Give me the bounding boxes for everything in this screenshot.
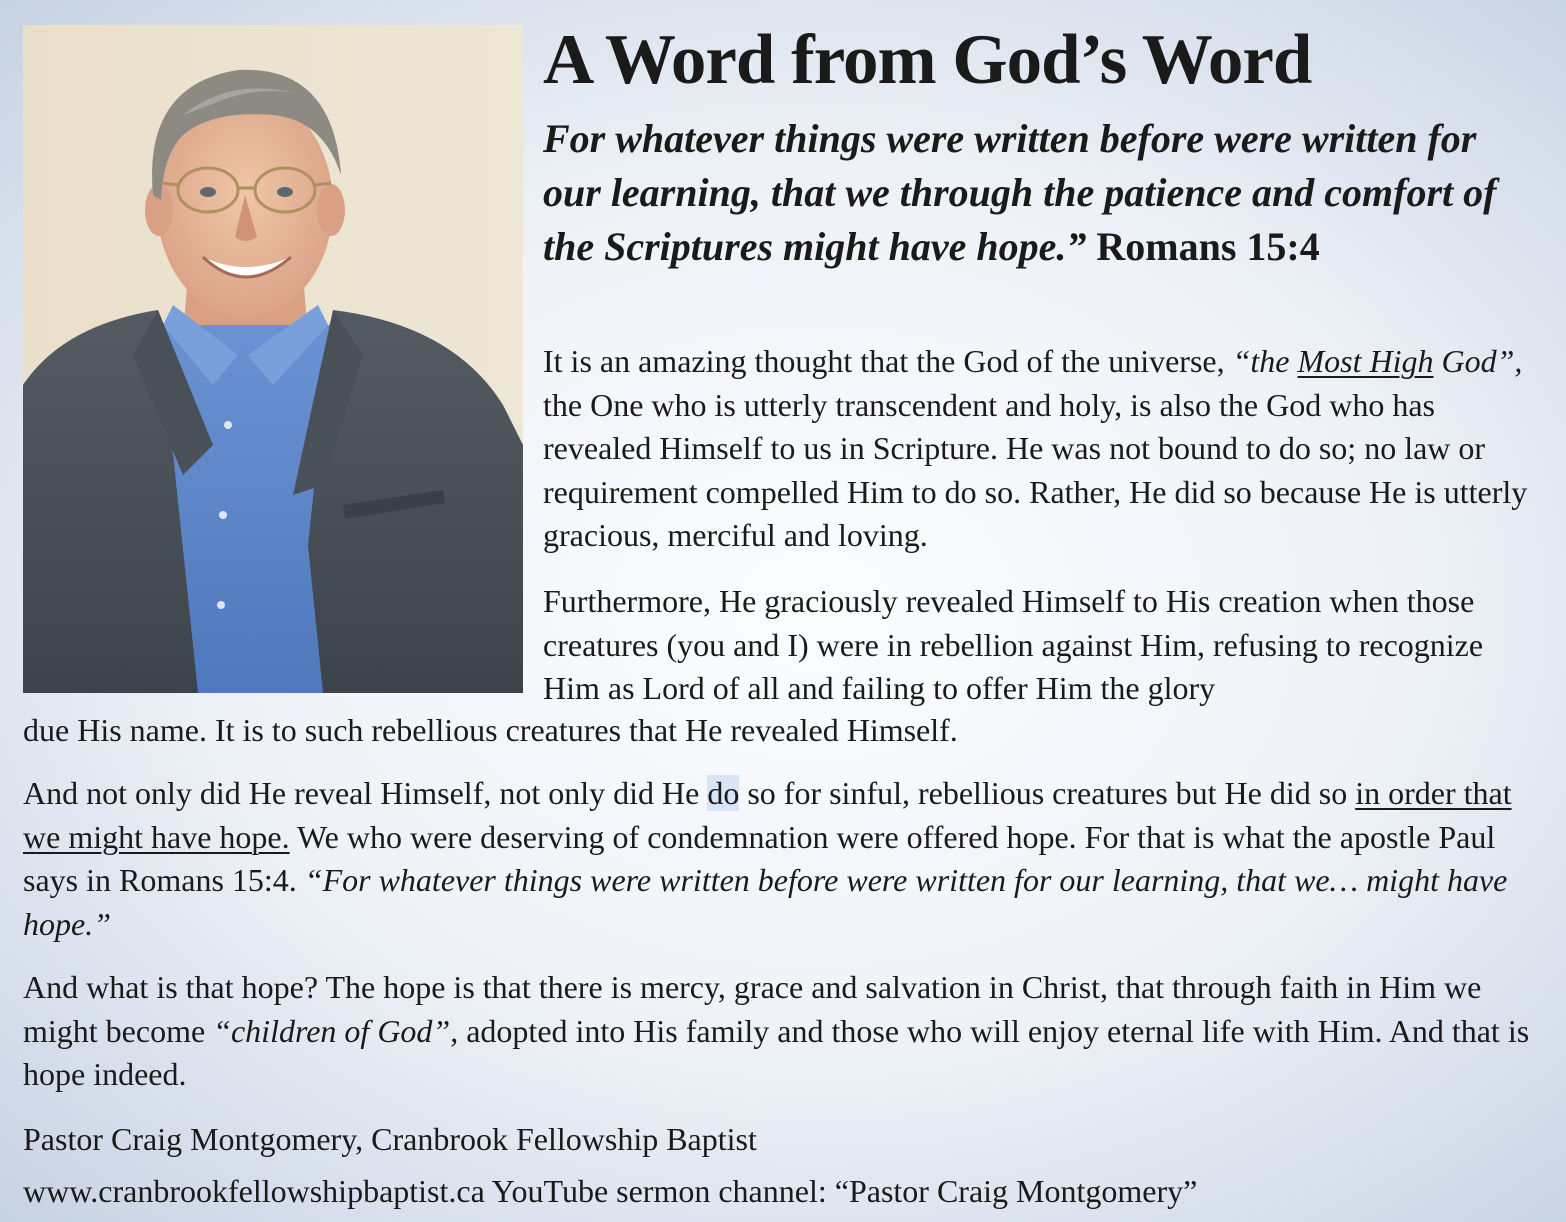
paragraph-4 xyxy=(23,966,1548,1097)
verse-reference: Romans 15:4 xyxy=(1096,224,1320,269)
page-title: A Word from God’s Word xyxy=(543,21,1312,99)
highlighted-word: do xyxy=(707,775,740,811)
signature-contact: www.cranbrookfellowshipbaptist.ca YouTube sermon channel: “Pastor Craig Montgomery” xyxy=(23,1173,1198,1209)
paragraph-3 xyxy=(23,772,1548,946)
header xyxy=(543,20,1543,274)
paragraph-1-text-c: the One who is utterly transcendent and holy, is also the God who has revealed Himself to us in Scripture. He was not bound to do so; no law or requirement compelled Him to do so. Rather, He did so because He is utterly gracious, merciful and loving. xyxy=(543,386,1528,553)
pastor-photo xyxy=(23,25,523,693)
portrait-illustration xyxy=(23,25,523,693)
paragraph-1-text-a: It is an amazing thought that the God of the universe, xyxy=(543,343,1233,379)
children-of-god-quote: “children of God”, xyxy=(213,1012,459,1049)
paragraph-3-italic-quote: “For whatever things were written before were written for our learning, that we… might have hope.” xyxy=(23,862,1508,942)
paragraph-2-continued: due His name. It is to such rebellious creatures that He revealed Himself. xyxy=(23,712,958,748)
paragraph-2: Furthermore, He graciously revealed Himself to His creation when those creatures (you and I) were in rebellion against Him, refusing to recognize Him as Lord of all and failing to offer Him the glory xyxy=(543,583,1484,706)
most-high-quote xyxy=(1233,343,1523,379)
verse-quote: For whatever things were written before were written for our learning, that we through the patience and comfort of the Scriptures might have hope.” xyxy=(543,116,1497,269)
quote-close: God”, xyxy=(1433,343,1523,379)
paragraph-3-text-c: We who were deserving of condemnation were offered hope. For that is what the apostle Paul says in Romans 15:4. xyxy=(23,818,1496,898)
paragraph-4-text-b: adopted into His family and those who will enjoy eternal life with Him. And that is hope indeed. xyxy=(23,1012,1530,1092)
underlined-phrase: in order that we might have hope. xyxy=(23,775,1512,855)
scripture-verse xyxy=(543,112,1543,274)
paragraph-3-text-a: And not only did He reveal Himself, not only did He xyxy=(23,775,708,811)
quote-open: “the xyxy=(1232,343,1298,379)
paragraph-3-text-b: so for sinful, rebellious creatures but He did so xyxy=(739,775,1356,811)
paragraph-4-text-a: And what is that hope? The hope is that there is mercy, grace and salvation in Christ, that through faith in Him we might become xyxy=(23,969,1482,1049)
paragraph-1 xyxy=(543,340,1543,558)
most-high-underline: Most High xyxy=(1297,343,1434,379)
signature-name: Pastor Craig Montgomery, Cranbrook Fellowship Baptist xyxy=(23,1121,757,1157)
